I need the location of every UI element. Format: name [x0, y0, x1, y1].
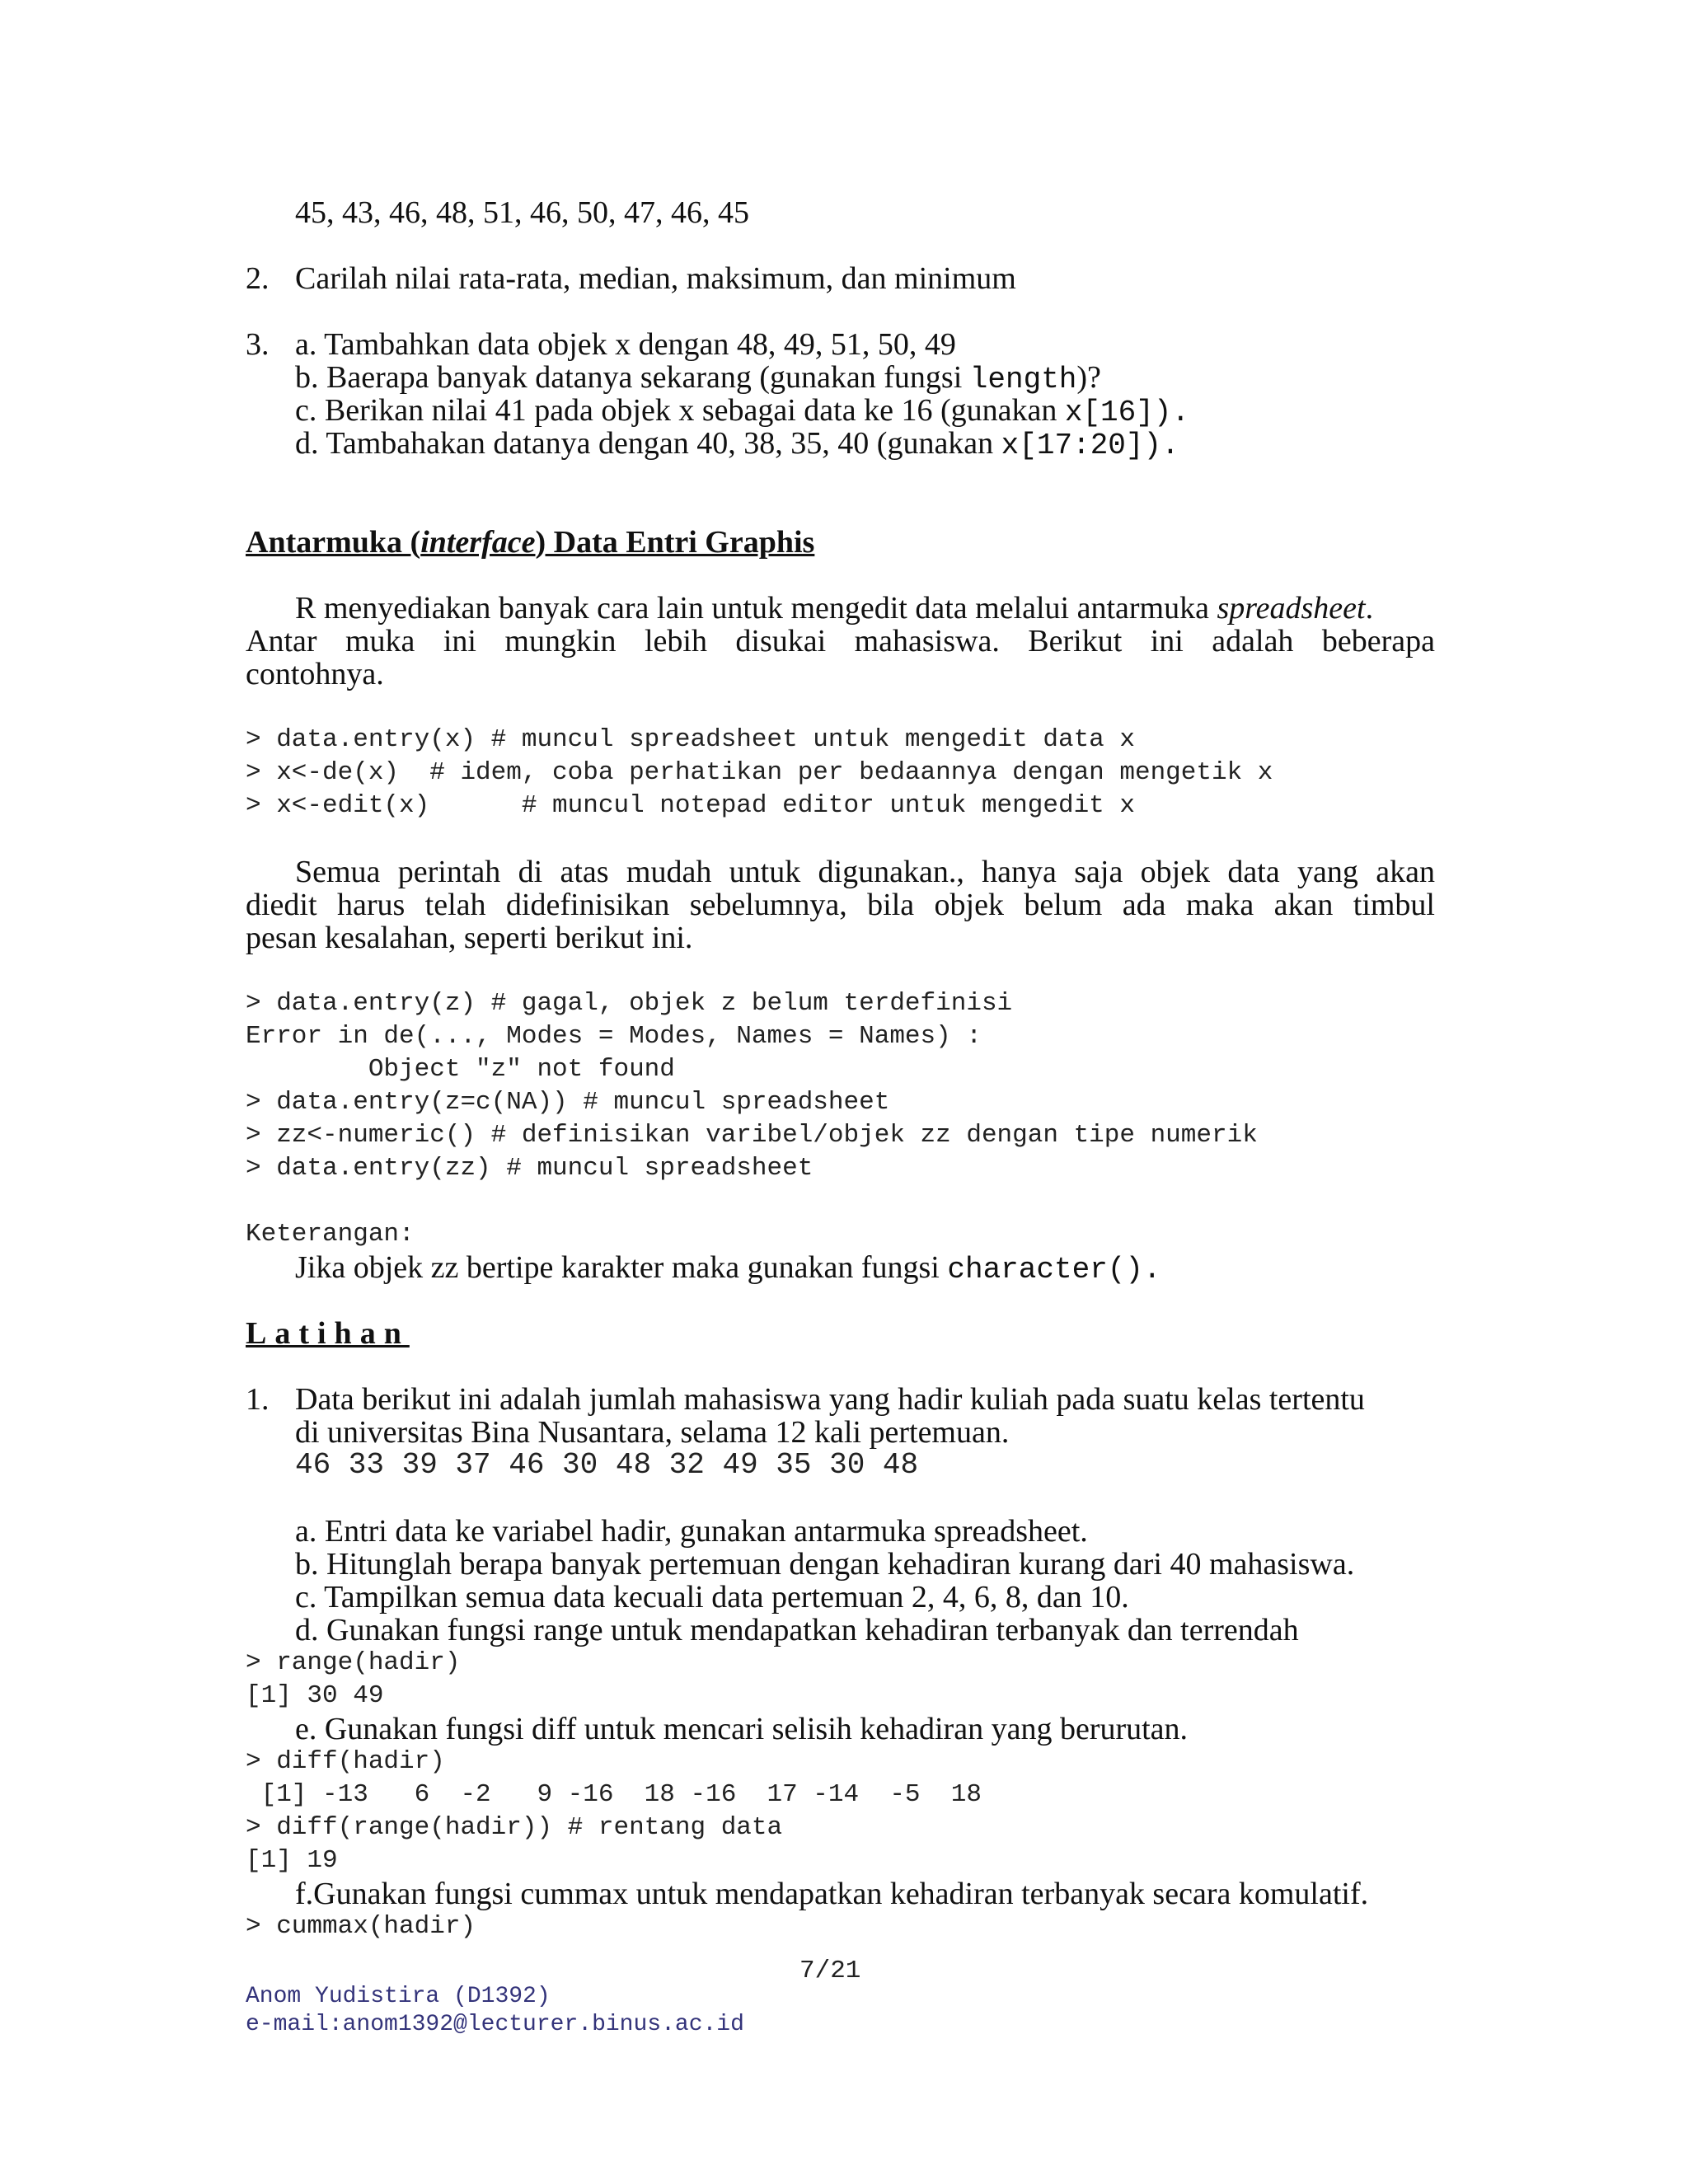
- latihan-1-line-2: di universitas Bina Nusantara, selama 12 kali pertemuan.: [295, 1415, 1010, 1450]
- code-line: [1] 30 49: [246, 1681, 384, 1710]
- question-3-b: [295, 361, 1101, 396]
- heading-part: Antarmuka (: [246, 525, 421, 560]
- paragraph-2-line-1: Semua perintah di atas mudah untuk digunakan., hanya saja objek data yang akan: [295, 855, 1435, 889]
- code-line: > data.entry(zz) # muncul spreadsheet: [246, 1154, 814, 1183]
- paragraph-text: .: [1365, 591, 1374, 626]
- paragraph-1-line-2: Antar muka ini mungkin lebih disukai mahasiswa. Berikut ini adalah beberapa: [246, 624, 1435, 658]
- latihan-text: Data berikut ini adalah jumlah mahasiswa yang hadir kuliah pada suatu kelas tertentu: [295, 1382, 1365, 1417]
- paragraph-2-line-2: diedit harus telah didefinisikan sebelumnya, bila objek belum ada maka akan timbul: [246, 888, 1435, 922]
- footer-author: Anom Yudistira (D1392): [246, 1984, 551, 2009]
- paragraph-1-line-3: contohnya.: [246, 657, 384, 691]
- code-line: > x<-de(x) # idem, coba perhatikan per bedaannya dengan mengetik x: [246, 758, 1273, 787]
- code-line: > x<-edit(x) # muncul notepad editor untuk mengedit x: [246, 791, 1135, 820]
- question-number: 1.: [246, 1382, 270, 1417]
- code-line: > data.entry(x) # muncul spreadsheet untuk mengedit data x: [246, 725, 1135, 754]
- inline-code: length: [969, 363, 1077, 396]
- intro-values: 45, 43, 46, 48, 51, 46, 50, 47, 46, 45: [295, 195, 749, 230]
- heading-italic: interface: [420, 525, 536, 560]
- question-text: Carilah nilai rata-rata, median, maksimum, dan minimum: [295, 261, 1016, 296]
- inline-code: x[17:20]).: [1001, 429, 1179, 462]
- keterangan-sentence: Jika objek zz bertipe karakter maka gunakan fungsi: [295, 1250, 948, 1285]
- code-line: > cummax(hadir): [246, 1912, 476, 1941]
- question-item-b-end: )?: [1076, 360, 1101, 395]
- question-3-d: [295, 427, 1179, 462]
- section-heading-interface: [246, 526, 814, 559]
- code-line: > zz<-numeric() # definisikan varibel/objek zz dengan tipe numerik: [246, 1121, 1258, 1150]
- keterangan-text: [295, 1251, 1161, 1286]
- question-item-b: b. Baerapa banyak datanya sekarang (gunakan fungsi: [295, 360, 970, 395]
- code-line: > diff(range(hadir)) # rentang data: [246, 1813, 783, 1842]
- code-line: > data.entry(z=c(NA)) # muncul spreadsheet: [246, 1088, 890, 1117]
- question-number: 2.: [246, 261, 270, 296]
- latihan-item-c: c. Tampilkan semua data kecuali data pertemuan 2, 4, 6, 8, dan 10.: [295, 1580, 1129, 1615]
- question-item-d: d. Tambahakan datanya dengan 40, 38, 35, 40 (gunakan: [295, 426, 1001, 461]
- inline-code: x[16]).: [1064, 396, 1190, 429]
- question-number: 3.: [246, 327, 270, 362]
- section-heading-latihan: Latihan: [246, 1316, 410, 1351]
- question-2: [246, 262, 1016, 295]
- paragraph-2-line-3: pesan kesalahan, seperti berikut ini.: [246, 921, 693, 955]
- latihan-item-a: a. Entri data ke variabel hadir, gunakan antarmuka spreadsheet.: [295, 1514, 1088, 1549]
- latihan-item-b: b. Hitunglah berapa banyak pertemuan dengan kehadiran kurang dari 40 mahasiswa.: [295, 1547, 1355, 1582]
- page-number: 7/21: [799, 1957, 861, 1985]
- heading-part: ) Data Entri Graphis: [535, 525, 815, 560]
- code-line: > data.entry(z) # gagal, objek z belum terdefinisi: [246, 989, 1013, 1018]
- code-line: [1] 19: [246, 1846, 338, 1875]
- keterangan-label: Keterangan:: [246, 1220, 415, 1249]
- latihan-item-e: e. Gunakan fungsi diff untuk mencari selisih kehadiran yang berurutan.: [295, 1712, 1189, 1746]
- latihan-item-f: f.Gunakan fungsi cummax untuk mendapatkan kehadiran terbanyak secara komulatif.: [295, 1877, 1369, 1911]
- latihan-1-line-1: [246, 1383, 1365, 1416]
- code-line: > range(hadir): [246, 1648, 461, 1677]
- code-line: > diff(hadir): [246, 1747, 445, 1776]
- latihan-data: 46 33 39 37 46 30 48 32 49 35 30 48: [295, 1448, 919, 1482]
- question-item-c: c. Berikan nilai 41 pada objek x sebagai data ke 16 (gunakan: [295, 393, 1065, 428]
- code-line: Object "z" not found: [246, 1055, 675, 1084]
- question-3-c: [295, 394, 1189, 429]
- footer-email: e-mail:anom1392@lecturer.binus.ac.id: [246, 2012, 744, 2037]
- question-item-a: a. Tambahkan data objek x dengan 48, 49, 51, 50, 49: [295, 327, 956, 362]
- question-3-a: [246, 328, 956, 361]
- code-line: [1] -13 6 -2 9 -16 18 -16 17 -14 -5 18: [246, 1780, 982, 1809]
- latihan-item-d: d. Gunakan fungsi range untuk mendapatkan kehadiran terbanyak dan terrendah: [295, 1613, 1299, 1647]
- paragraph-italic: spreadsheet: [1217, 591, 1366, 626]
- inline-code: character().: [947, 1253, 1161, 1286]
- code-line: Error in de(..., Modes = Modes, Names = Names) :: [246, 1022, 982, 1051]
- paragraph-text: R menyediakan banyak cara lain untuk mengedit data melalui antarmuka: [295, 591, 1217, 626]
- paragraph-1-line-1: [295, 592, 1373, 625]
